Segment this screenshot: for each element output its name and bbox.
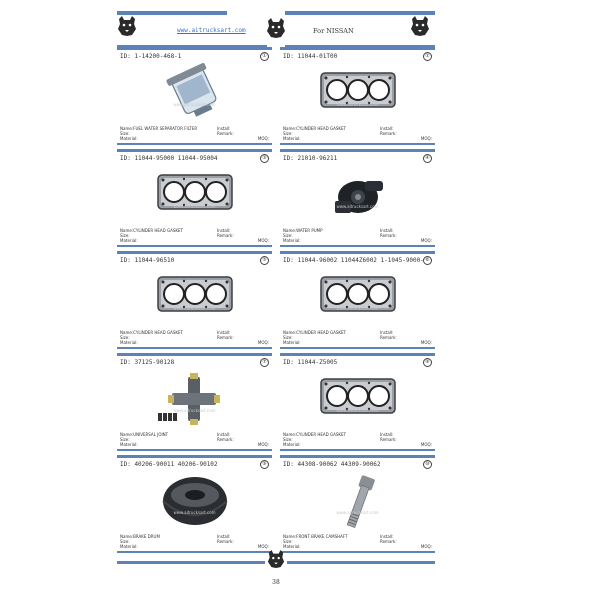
part-number-badge: ⑤ bbox=[260, 256, 269, 265]
cell-bottom-bar bbox=[117, 143, 272, 145]
install-line: Install: bbox=[217, 534, 231, 539]
part-info bbox=[283, 432, 432, 447]
moq-line: MOQ: bbox=[420, 544, 432, 549]
material-line: Material: bbox=[120, 136, 138, 141]
name-line: Name:WATER PUMP bbox=[283, 228, 323, 233]
head-gasket-icon bbox=[152, 267, 238, 327]
part-id: ID: 1-14200-468-1 bbox=[120, 53, 182, 60]
remark-line: Remark: bbox=[380, 437, 397, 442]
material-line: Material: bbox=[120, 544, 138, 549]
moq-line: MOQ: bbox=[420, 238, 432, 243]
watermark-text: www.aitrucksart.com bbox=[173, 306, 216, 311]
part-id: ID: 44308-90062 44309-90062 bbox=[283, 461, 381, 468]
moq-line: MOQ: bbox=[257, 238, 269, 243]
material-line: Material: bbox=[283, 340, 301, 345]
name-line: Name:CYLINDER HEAD GASKET bbox=[120, 228, 183, 233]
water-pump-icon bbox=[315, 165, 401, 225]
part-info bbox=[283, 228, 432, 243]
cell-bottom-bar bbox=[117, 245, 272, 247]
page-header bbox=[117, 7, 435, 49]
website-link[interactable]: www.aitrucksart.com bbox=[177, 27, 246, 34]
watermark-text: www.aitrucksart.com bbox=[336, 306, 379, 311]
watermark-text: www.aitrucksart.com bbox=[173, 204, 216, 209]
part-cell-9[interactable] bbox=[117, 455, 272, 555]
watermark-text: www.aitrucksart.com bbox=[173, 408, 216, 413]
moq-line: MOQ: bbox=[420, 340, 432, 345]
install-line: Install: bbox=[380, 432, 394, 437]
fuel-filter-icon bbox=[152, 63, 238, 123]
size-line: Size: bbox=[283, 437, 293, 442]
name-line: Name:BRAKE DRUM bbox=[120, 534, 160, 539]
name-line: Name:CYLINDER HEAD GASKET bbox=[120, 330, 183, 335]
part-info bbox=[120, 330, 269, 345]
name-line: Name:FUEL WATER SEPARATOR FILTER bbox=[120, 126, 198, 131]
bear-logo-icon bbox=[117, 15, 137, 37]
remark-line: Remark: bbox=[380, 131, 397, 136]
bear-logo-icon bbox=[267, 549, 285, 569]
material-line: Material: bbox=[283, 544, 301, 549]
part-cell-7[interactable] bbox=[117, 353, 272, 453]
part-cell-6[interactable] bbox=[280, 251, 435, 351]
install-line: Install: bbox=[217, 228, 231, 233]
watermark-text: www.aitrucksart.com bbox=[336, 204, 379, 209]
material-line: Material: bbox=[120, 238, 138, 243]
part-info bbox=[120, 126, 269, 141]
part-cell-8[interactable] bbox=[280, 353, 435, 453]
remark-line: Remark: bbox=[217, 335, 234, 340]
part-number-badge: ⑧ bbox=[423, 358, 432, 367]
size-line: Size: bbox=[120, 335, 130, 340]
cell-top-bar bbox=[117, 251, 272, 254]
part-info bbox=[283, 126, 432, 141]
head-gasket-icon bbox=[315, 369, 401, 429]
cell-bottom-bar bbox=[280, 551, 435, 553]
part-id: ID: 11044-01T00 bbox=[283, 53, 338, 60]
size-line: Size: bbox=[283, 335, 293, 340]
name-line: Name:UNIVERSAL JOINT bbox=[120, 432, 169, 437]
cell-top-bar bbox=[117, 47, 272, 50]
part-info bbox=[120, 534, 269, 549]
remark-line: Remark: bbox=[217, 233, 234, 238]
moq-line: MOQ: bbox=[257, 340, 269, 345]
brake-drum-icon bbox=[152, 471, 238, 531]
part-number-badge: ③ bbox=[260, 154, 269, 163]
part-info bbox=[283, 534, 432, 549]
cell-top-bar bbox=[280, 353, 435, 356]
cell-top-bar bbox=[280, 149, 435, 152]
size-line: Size: bbox=[120, 539, 130, 544]
watermark-text: www.aitrucksart.com bbox=[336, 102, 379, 107]
part-id: ID: 11044-96510 bbox=[120, 257, 175, 264]
moq-line: MOQ: bbox=[420, 136, 432, 141]
watermark-text: www.aitrucksart.com bbox=[336, 510, 379, 515]
moq-line: MOQ: bbox=[420, 442, 432, 447]
remark-line: Remark: bbox=[380, 335, 397, 340]
part-cell-3[interactable] bbox=[117, 149, 272, 249]
size-line: Size: bbox=[283, 131, 293, 136]
size-line: Size: bbox=[120, 437, 130, 442]
material-line: Material: bbox=[120, 442, 138, 447]
install-line: Install: bbox=[380, 330, 394, 335]
part-id: ID: 37125-90128 bbox=[120, 359, 175, 366]
cell-top-bar bbox=[117, 455, 272, 458]
part-number-badge: ⑦ bbox=[260, 358, 269, 367]
size-line: Size: bbox=[120, 131, 130, 136]
cell-top-bar bbox=[117, 353, 272, 356]
head-gasket-icon bbox=[315, 267, 401, 327]
part-info bbox=[120, 432, 269, 447]
remark-line: Remark: bbox=[217, 131, 234, 136]
bear-logo-icon bbox=[266, 17, 286, 39]
name-line: Name:FRONT BRAKE CAMSHAFT bbox=[283, 534, 348, 539]
part-info bbox=[120, 228, 269, 243]
install-line: Install: bbox=[217, 330, 231, 335]
part-id: ID: 11044-96002 11044Z6002 1-1045-9000- bbox=[283, 257, 424, 264]
footer-bar-left bbox=[117, 561, 265, 564]
moq-line: MOQ: bbox=[257, 544, 269, 549]
cell-bottom-bar bbox=[117, 551, 272, 553]
part-number-badge: ① bbox=[260, 52, 269, 61]
material-line: Material: bbox=[283, 136, 301, 141]
watermark-text: www.aitrucksart.com bbox=[173, 102, 216, 107]
cell-top-bar bbox=[280, 47, 435, 50]
cell-top-bar bbox=[280, 455, 435, 458]
watermark-text: www.aitrucksart.com bbox=[336, 408, 379, 413]
material-line: Material: bbox=[283, 442, 301, 447]
cell-bottom-bar bbox=[117, 347, 272, 349]
part-number-badge: ④ bbox=[423, 154, 432, 163]
brake-camshaft-icon bbox=[315, 471, 401, 531]
part-id: ID: 11044-Z5005 bbox=[283, 359, 338, 366]
install-line: Install: bbox=[217, 126, 231, 131]
part-id: ID: 21010-96211 bbox=[283, 155, 338, 162]
bear-logo-icon bbox=[410, 15, 430, 37]
brand-title: For NISSAN bbox=[313, 27, 354, 35]
name-line: Name:CYLINDER HEAD GASKET bbox=[283, 432, 346, 437]
cell-bottom-bar bbox=[280, 347, 435, 349]
moq-line: MOQ: bbox=[257, 136, 269, 141]
cell-top-bar bbox=[117, 149, 272, 152]
watermark-text: www.aitrucksart.com bbox=[173, 510, 216, 515]
remark-line: Remark: bbox=[380, 539, 397, 544]
part-number-badge: ⑩ bbox=[423, 460, 432, 469]
page-number: 38 bbox=[272, 579, 280, 586]
material-line: Material: bbox=[120, 340, 138, 345]
part-info bbox=[283, 330, 432, 345]
cell-bottom-bar bbox=[280, 449, 435, 451]
part-cell-2[interactable] bbox=[280, 47, 435, 147]
part-cell-10[interactable] bbox=[280, 455, 435, 555]
name-line: Name:CYLINDER HEAD GASKET bbox=[283, 330, 346, 335]
remark-line: Remark: bbox=[217, 539, 234, 544]
install-line: Install: bbox=[380, 126, 394, 131]
part-cell-5[interactable] bbox=[117, 251, 272, 351]
size-line: Size: bbox=[120, 233, 130, 238]
size-line: Size: bbox=[283, 539, 293, 544]
install-line: Install: bbox=[380, 228, 394, 233]
head-gasket-icon bbox=[152, 165, 238, 225]
remark-line: Remark: bbox=[217, 437, 234, 442]
head-gasket-icon bbox=[315, 63, 401, 123]
part-number-badge: ⑥ bbox=[423, 256, 432, 265]
cell-bottom-bar bbox=[280, 245, 435, 247]
moq-line: MOQ: bbox=[257, 442, 269, 447]
part-id: ID: 11044-95000 11044-95004 bbox=[120, 155, 218, 162]
cell-top-bar bbox=[280, 251, 435, 254]
name-line: Name:CYLINDER HEAD GASKET bbox=[283, 126, 346, 131]
catalog-page bbox=[117, 7, 435, 585]
cell-bottom-bar bbox=[280, 143, 435, 145]
part-number-badge: ⑨ bbox=[260, 460, 269, 469]
part-id: ID: 40206-90011 40206-90102 bbox=[120, 461, 218, 468]
install-line: Install: bbox=[380, 534, 394, 539]
universal-joint-icon bbox=[152, 369, 238, 429]
size-line: Size: bbox=[283, 233, 293, 238]
footer-bar-right bbox=[287, 561, 435, 564]
material-line: Material: bbox=[283, 238, 301, 243]
cell-bottom-bar bbox=[117, 449, 272, 451]
remark-line: Remark: bbox=[380, 233, 397, 238]
install-line: Install: bbox=[217, 432, 231, 437]
part-cell-1[interactable] bbox=[117, 47, 272, 147]
part-number-badge: ② bbox=[423, 52, 432, 61]
part-cell-4[interactable] bbox=[280, 149, 435, 249]
